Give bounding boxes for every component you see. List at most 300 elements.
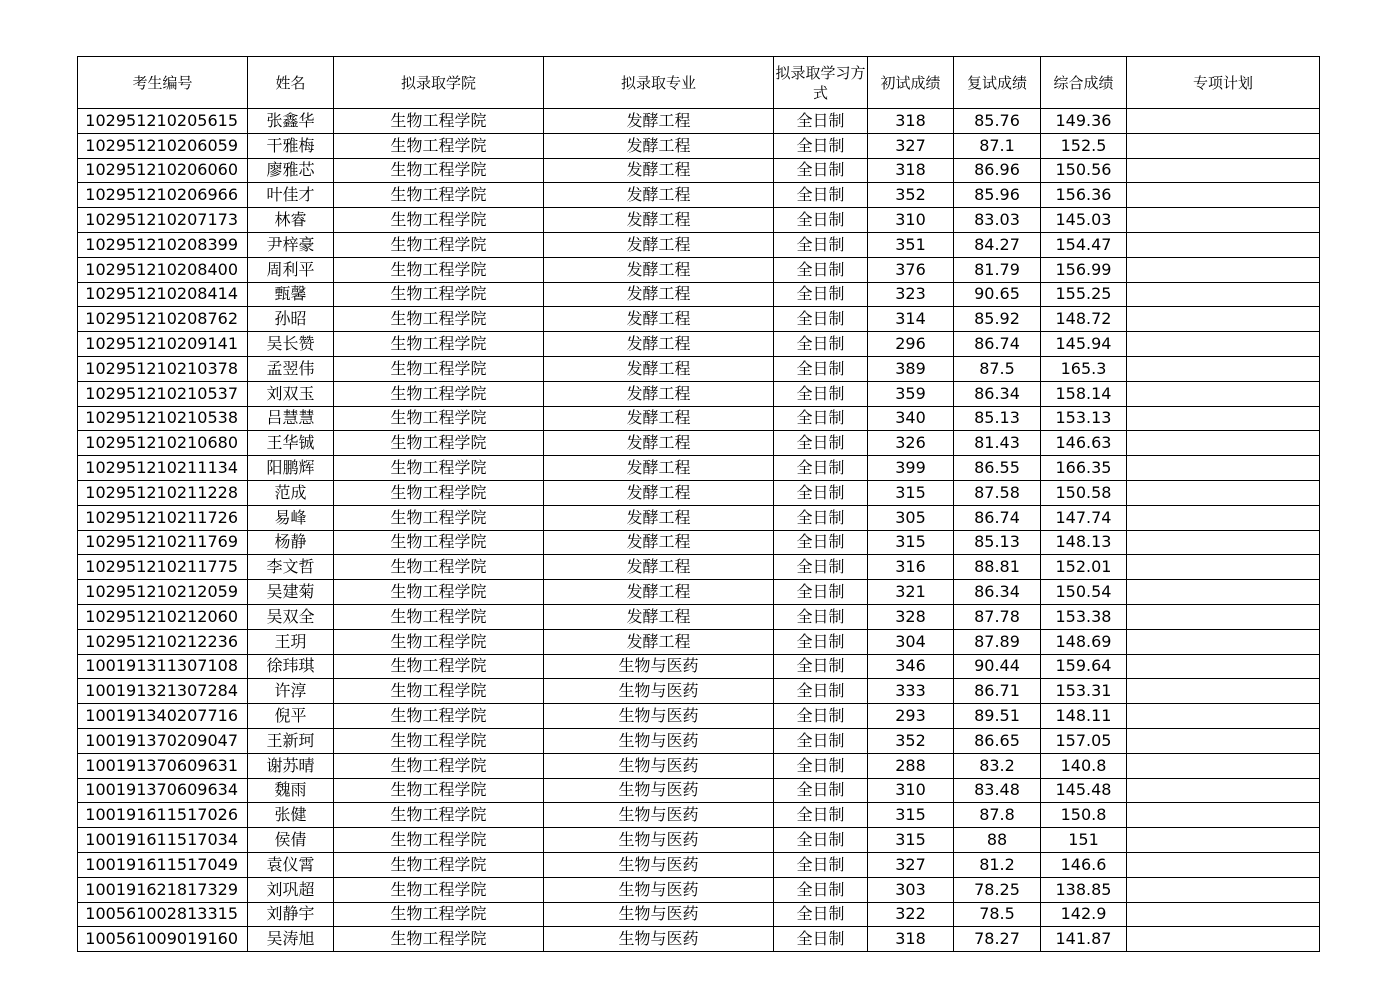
initial-score-cell: 333: [868, 679, 954, 704]
study-mode-cell: 全日制: [774, 629, 868, 654]
study-mode-cell: 全日制: [774, 555, 868, 580]
college-cell: 生物工程学院: [334, 208, 544, 233]
initial-score-cell: 359: [868, 381, 954, 406]
study-mode-cell: 全日制: [774, 381, 868, 406]
major-cell: 生物与医药: [544, 852, 774, 877]
college-cell: 生物工程学院: [334, 778, 544, 803]
retest-score-cell: 83.2: [954, 753, 1041, 778]
name-cell: 王华铖: [248, 431, 334, 456]
study-mode-cell: 全日制: [774, 753, 868, 778]
retest-score-cell: 87.8: [954, 803, 1041, 828]
exam-id-cell: 102951210211726: [78, 505, 248, 530]
study-mode-cell: 全日制: [774, 406, 868, 431]
exam-id-cell: 102951210212059: [78, 580, 248, 605]
initial-score-cell: 323: [868, 282, 954, 307]
college-cell: 生物工程学院: [334, 902, 544, 927]
initial-score-cell: 318: [868, 109, 954, 134]
name-cell: 廖雅芯: [248, 158, 334, 183]
major-cell: 发酵工程: [544, 580, 774, 605]
study-mode-cell: 全日制: [774, 332, 868, 357]
table-row: [78, 257, 1320, 282]
special-plan-cell: [1127, 828, 1320, 853]
retest-score-cell: 86.96: [954, 158, 1041, 183]
exam-id-cell: 102951210211134: [78, 456, 248, 481]
name-cell: 阳鹏辉: [248, 456, 334, 481]
retest-score-cell: 78.5: [954, 902, 1041, 927]
major-cell: 发酵工程: [544, 133, 774, 158]
major-cell: 生物与医药: [544, 679, 774, 704]
table-row: [78, 679, 1320, 704]
retest-score-cell: 84.27: [954, 232, 1041, 257]
major-cell: 发酵工程: [544, 604, 774, 629]
major-cell: 生物与医药: [544, 704, 774, 729]
table-row: [78, 431, 1320, 456]
special-plan-cell: [1127, 654, 1320, 679]
retest-score-cell: 85.96: [954, 183, 1041, 208]
table-row: [78, 828, 1320, 853]
major-cell: 生物与医药: [544, 902, 774, 927]
exam-id-cell: 102951210210378: [78, 356, 248, 381]
special-plan-cell: [1127, 778, 1320, 803]
retest-score-cell: 85.76: [954, 109, 1041, 134]
college-cell: 生物工程学院: [334, 232, 544, 257]
total-score-cell: 148.11: [1041, 704, 1127, 729]
study-mode-cell: 全日制: [774, 778, 868, 803]
table-row: [78, 406, 1320, 431]
initial-score-cell: 315: [868, 803, 954, 828]
name-cell: 吴涛旭: [248, 927, 334, 952]
initial-score-cell: 314: [868, 307, 954, 332]
initial-score-cell: 352: [868, 183, 954, 208]
major-cell: 发酵工程: [544, 381, 774, 406]
name-cell: 甄馨: [248, 282, 334, 307]
total-score-cell: 145.94: [1041, 332, 1127, 357]
retest-score-cell: 90.44: [954, 654, 1041, 679]
col-header-study-mode: 拟录取学习方式: [774, 57, 868, 109]
retest-score-cell: 81.43: [954, 431, 1041, 456]
name-cell: 叶佳才: [248, 183, 334, 208]
total-score-cell: 145.03: [1041, 208, 1127, 233]
study-mode-cell: 全日制: [774, 852, 868, 877]
exam-id-cell: 102951210208762: [78, 307, 248, 332]
study-mode-cell: 全日制: [774, 307, 868, 332]
special-plan-cell: [1127, 332, 1320, 357]
exam-id-cell: 100561009019160: [78, 927, 248, 952]
study-mode-cell: 全日制: [774, 530, 868, 555]
major-cell: 发酵工程: [544, 307, 774, 332]
study-mode-cell: 全日制: [774, 505, 868, 530]
total-score-cell: 153.38: [1041, 604, 1127, 629]
table-row: [78, 480, 1320, 505]
total-score-cell: 152.5: [1041, 133, 1127, 158]
special-plan-cell: [1127, 580, 1320, 605]
college-cell: 生物工程学院: [334, 753, 544, 778]
exam-id-cell: 102951210212060: [78, 604, 248, 629]
college-cell: 生物工程学院: [334, 927, 544, 952]
table-row: [78, 208, 1320, 233]
special-plan-cell: [1127, 356, 1320, 381]
retest-score-cell: 83.48: [954, 778, 1041, 803]
major-cell: 生物与医药: [544, 877, 774, 902]
college-cell: 生物工程学院: [334, 654, 544, 679]
table-row: [78, 629, 1320, 654]
table-row: [78, 505, 1320, 530]
name-cell: 范成: [248, 480, 334, 505]
college-cell: 生物工程学院: [334, 183, 544, 208]
retest-score-cell: 78.27: [954, 927, 1041, 952]
study-mode-cell: 全日制: [774, 208, 868, 233]
table-row: [78, 580, 1320, 605]
header-row: [78, 57, 1320, 109]
name-cell: 谢苏晴: [248, 753, 334, 778]
retest-score-cell: 86.34: [954, 381, 1041, 406]
initial-score-cell: 310: [868, 778, 954, 803]
name-cell: 易峰: [248, 505, 334, 530]
initial-score-cell: 327: [868, 133, 954, 158]
name-cell: 孟翌伟: [248, 356, 334, 381]
table-row: [78, 133, 1320, 158]
table-row: [78, 728, 1320, 753]
study-mode-cell: 全日制: [774, 704, 868, 729]
exam-id-cell: 100191340207716: [78, 704, 248, 729]
exam-id-cell: 102951210210538: [78, 406, 248, 431]
special-plan-cell: [1127, 530, 1320, 555]
table-row: [78, 232, 1320, 257]
initial-score-cell: 399: [868, 456, 954, 481]
special-plan-cell: [1127, 257, 1320, 282]
total-score-cell: 148.72: [1041, 307, 1127, 332]
retest-score-cell: 87.5: [954, 356, 1041, 381]
special-plan-cell: [1127, 183, 1320, 208]
initial-score-cell: 318: [868, 927, 954, 952]
initial-score-cell: 293: [868, 704, 954, 729]
special-plan-cell: [1127, 232, 1320, 257]
major-cell: 发酵工程: [544, 456, 774, 481]
major-cell: 发酵工程: [544, 356, 774, 381]
table-row: [78, 456, 1320, 481]
table-row: [78, 803, 1320, 828]
study-mode-cell: 全日制: [774, 828, 868, 853]
major-cell: 生物与医药: [544, 803, 774, 828]
initial-score-cell: 326: [868, 431, 954, 456]
total-score-cell: 149.36: [1041, 109, 1127, 134]
retest-score-cell: 85.92: [954, 307, 1041, 332]
table-row: [78, 183, 1320, 208]
total-score-cell: 142.9: [1041, 902, 1127, 927]
col-header-name: 姓名: [248, 57, 334, 109]
special-plan-cell: [1127, 803, 1320, 828]
college-cell: 生物工程学院: [334, 332, 544, 357]
name-cell: 吕慧慧: [248, 406, 334, 431]
total-score-cell: 150.54: [1041, 580, 1127, 605]
total-score-cell: 151: [1041, 828, 1127, 853]
table-row: [78, 877, 1320, 902]
college-cell: 生物工程学院: [334, 431, 544, 456]
total-score-cell: 157.05: [1041, 728, 1127, 753]
special-plan-cell: [1127, 109, 1320, 134]
exam-id-cell: 102951210206966: [78, 183, 248, 208]
initial-score-cell: 352: [868, 728, 954, 753]
study-mode-cell: 全日制: [774, 183, 868, 208]
study-mode-cell: 全日制: [774, 431, 868, 456]
initial-score-cell: 316: [868, 555, 954, 580]
college-cell: 生物工程学院: [334, 704, 544, 729]
name-cell: 刘双玉: [248, 381, 334, 406]
college-cell: 生物工程学院: [334, 505, 544, 530]
study-mode-cell: 全日制: [774, 282, 868, 307]
total-score-cell: 156.36: [1041, 183, 1127, 208]
exam-id-cell: 102951210211775: [78, 555, 248, 580]
special-plan-cell: [1127, 307, 1320, 332]
major-cell: 发酵工程: [544, 629, 774, 654]
exam-id-cell: 102951210210680: [78, 431, 248, 456]
table-row: [78, 704, 1320, 729]
table-row: [78, 555, 1320, 580]
total-score-cell: 153.31: [1041, 679, 1127, 704]
special-plan-cell: [1127, 505, 1320, 530]
college-cell: 生物工程学院: [334, 356, 544, 381]
table-row: [78, 852, 1320, 877]
total-score-cell: 153.13: [1041, 406, 1127, 431]
special-plan-cell: [1127, 133, 1320, 158]
retest-score-cell: 87.89: [954, 629, 1041, 654]
name-cell: 侯倩: [248, 828, 334, 853]
col-header-exam-id: 考生编号: [78, 57, 248, 109]
exam-id-cell: 102951210206059: [78, 133, 248, 158]
major-cell: 生物与医药: [544, 654, 774, 679]
exam-id-cell: 102951210208400: [78, 257, 248, 282]
retest-score-cell: 90.65: [954, 282, 1041, 307]
total-score-cell: 146.63: [1041, 431, 1127, 456]
special-plan-cell: [1127, 728, 1320, 753]
exam-id-cell: 100191611517034: [78, 828, 248, 853]
special-plan-cell: [1127, 158, 1320, 183]
retest-score-cell: 78.25: [954, 877, 1041, 902]
retest-score-cell: 81.2: [954, 852, 1041, 877]
exam-id-cell: 100191621817329: [78, 877, 248, 902]
study-mode-cell: 全日制: [774, 902, 868, 927]
initial-score-cell: 315: [868, 530, 954, 555]
study-mode-cell: 全日制: [774, 877, 868, 902]
major-cell: 发酵工程: [544, 109, 774, 134]
major-cell: 发酵工程: [544, 431, 774, 456]
initial-score-cell: 351: [868, 232, 954, 257]
study-mode-cell: 全日制: [774, 158, 868, 183]
total-score-cell: 166.35: [1041, 456, 1127, 481]
name-cell: 尹梓豪: [248, 232, 334, 257]
total-score-cell: 165.3: [1041, 356, 1127, 381]
major-cell: 发酵工程: [544, 332, 774, 357]
name-cell: 王新珂: [248, 728, 334, 753]
table-row: [78, 530, 1320, 555]
exam-id-cell: 100191370609631: [78, 753, 248, 778]
special-plan-cell: [1127, 902, 1320, 927]
study-mode-cell: 全日制: [774, 232, 868, 257]
special-plan-cell: [1127, 555, 1320, 580]
name-cell: 王玥: [248, 629, 334, 654]
table-row: [78, 604, 1320, 629]
retest-score-cell: 85.13: [954, 406, 1041, 431]
total-score-cell: 155.25: [1041, 282, 1127, 307]
major-cell: 发酵工程: [544, 208, 774, 233]
retest-score-cell: 83.03: [954, 208, 1041, 233]
initial-score-cell: 322: [868, 902, 954, 927]
exam-id-cell: 100191311307108: [78, 654, 248, 679]
exam-id-cell: 102951210209141: [78, 332, 248, 357]
college-cell: 生物工程学院: [334, 877, 544, 902]
name-cell: 孙昭: [248, 307, 334, 332]
college-cell: 生物工程学院: [334, 480, 544, 505]
name-cell: 杨静: [248, 530, 334, 555]
study-mode-cell: 全日制: [774, 927, 868, 952]
total-score-cell: 152.01: [1041, 555, 1127, 580]
study-mode-cell: 全日制: [774, 257, 868, 282]
table-row: [78, 381, 1320, 406]
name-cell: 许淳: [248, 679, 334, 704]
name-cell: 刘静宇: [248, 902, 334, 927]
exam-id-cell: 102951210208399: [78, 232, 248, 257]
major-cell: 生物与医药: [544, 828, 774, 853]
college-cell: 生物工程学院: [334, 728, 544, 753]
major-cell: 发酵工程: [544, 158, 774, 183]
table-row: [78, 158, 1320, 183]
exam-id-cell: 100191611517026: [78, 803, 248, 828]
major-cell: 发酵工程: [544, 480, 774, 505]
name-cell: 袁仪霄: [248, 852, 334, 877]
major-cell: 发酵工程: [544, 555, 774, 580]
total-score-cell: 159.64: [1041, 654, 1127, 679]
table-row: [78, 307, 1320, 332]
retest-score-cell: 86.74: [954, 505, 1041, 530]
exam-id-cell: 102951210212236: [78, 629, 248, 654]
exam-id-cell: 100191611517049: [78, 852, 248, 877]
table-row: [78, 282, 1320, 307]
study-mode-cell: 全日制: [774, 728, 868, 753]
initial-score-cell: 346: [868, 654, 954, 679]
col-header-total-score: 综合成绩: [1041, 57, 1127, 109]
major-cell: 发酵工程: [544, 406, 774, 431]
initial-score-cell: 328: [868, 604, 954, 629]
initial-score-cell: 304: [868, 629, 954, 654]
table-row: [78, 332, 1320, 357]
exam-id-cell: 102951210210537: [78, 381, 248, 406]
special-plan-cell: [1127, 679, 1320, 704]
special-plan-cell: [1127, 753, 1320, 778]
table-row: [78, 109, 1320, 134]
name-cell: 张健: [248, 803, 334, 828]
special-plan-cell: [1127, 927, 1320, 952]
total-score-cell: 138.85: [1041, 877, 1127, 902]
col-header-college: 拟录取学院: [334, 57, 544, 109]
name-cell: 周利平: [248, 257, 334, 282]
table-row: [78, 927, 1320, 952]
college-cell: 生物工程学院: [334, 580, 544, 605]
special-plan-cell: [1127, 208, 1320, 233]
initial-score-cell: 296: [868, 332, 954, 357]
major-cell: 发酵工程: [544, 282, 774, 307]
col-header-special-plan: 专项计划: [1127, 57, 1320, 109]
study-mode-cell: 全日制: [774, 480, 868, 505]
college-cell: 生物工程学院: [334, 555, 544, 580]
major-cell: 生物与医药: [544, 753, 774, 778]
study-mode-cell: 全日制: [774, 456, 868, 481]
exam-id-cell: 102951210207173: [78, 208, 248, 233]
total-score-cell: 141.87: [1041, 927, 1127, 952]
college-cell: 生物工程学院: [334, 109, 544, 134]
study-mode-cell: 全日制: [774, 133, 868, 158]
initial-score-cell: 318: [868, 158, 954, 183]
study-mode-cell: 全日制: [774, 604, 868, 629]
college-cell: 生物工程学院: [334, 406, 544, 431]
college-cell: 生物工程学院: [334, 456, 544, 481]
college-cell: 生物工程学院: [334, 381, 544, 406]
study-mode-cell: 全日制: [774, 356, 868, 381]
special-plan-cell: [1127, 480, 1320, 505]
exam-id-cell: 102951210205615: [78, 109, 248, 134]
college-cell: 生物工程学院: [334, 530, 544, 555]
name-cell: 吴建菊: [248, 580, 334, 605]
table-row: [78, 356, 1320, 381]
initial-score-cell: 288: [868, 753, 954, 778]
initial-score-cell: 310: [868, 208, 954, 233]
initial-score-cell: 305: [868, 505, 954, 530]
study-mode-cell: 全日制: [774, 580, 868, 605]
special-plan-cell: [1127, 877, 1320, 902]
retest-score-cell: 86.71: [954, 679, 1041, 704]
major-cell: 发酵工程: [544, 530, 774, 555]
name-cell: 林睿: [248, 208, 334, 233]
table-row: [78, 753, 1320, 778]
study-mode-cell: 全日制: [774, 109, 868, 134]
study-mode-cell: 全日制: [774, 679, 868, 704]
exam-id-cell: 102951210206060: [78, 158, 248, 183]
col-header-retest-score: 复试成绩: [954, 57, 1041, 109]
retest-score-cell: 88.81: [954, 555, 1041, 580]
special-plan-cell: [1127, 282, 1320, 307]
college-cell: 生物工程学院: [334, 282, 544, 307]
major-cell: 生物与医药: [544, 728, 774, 753]
major-cell: 生物与医药: [544, 778, 774, 803]
total-score-cell: 150.8: [1041, 803, 1127, 828]
initial-score-cell: 303: [868, 877, 954, 902]
total-score-cell: 140.8: [1041, 753, 1127, 778]
special-plan-cell: [1127, 604, 1320, 629]
retest-score-cell: 88: [954, 828, 1041, 853]
initial-score-cell: 327: [868, 852, 954, 877]
initial-score-cell: 340: [868, 406, 954, 431]
special-plan-cell: [1127, 406, 1320, 431]
retest-score-cell: 86.65: [954, 728, 1041, 753]
total-score-cell: 154.47: [1041, 232, 1127, 257]
initial-score-cell: 315: [868, 828, 954, 853]
exam-id-cell: 100561002813315: [78, 902, 248, 927]
name-cell: 徐玮琪: [248, 654, 334, 679]
college-cell: 生物工程学院: [334, 158, 544, 183]
major-cell: 发酵工程: [544, 183, 774, 208]
retest-score-cell: 86.55: [954, 456, 1041, 481]
name-cell: 吴长赞: [248, 332, 334, 357]
exam-id-cell: 100191370209047: [78, 728, 248, 753]
retest-score-cell: 86.34: [954, 580, 1041, 605]
special-plan-cell: [1127, 456, 1320, 481]
college-cell: 生物工程学院: [334, 828, 544, 853]
name-cell: 李文哲: [248, 555, 334, 580]
name-cell: 魏雨: [248, 778, 334, 803]
college-cell: 生物工程学院: [334, 803, 544, 828]
total-score-cell: 148.13: [1041, 530, 1127, 555]
exam-id-cell: 102951210211769: [78, 530, 248, 555]
total-score-cell: 156.99: [1041, 257, 1127, 282]
